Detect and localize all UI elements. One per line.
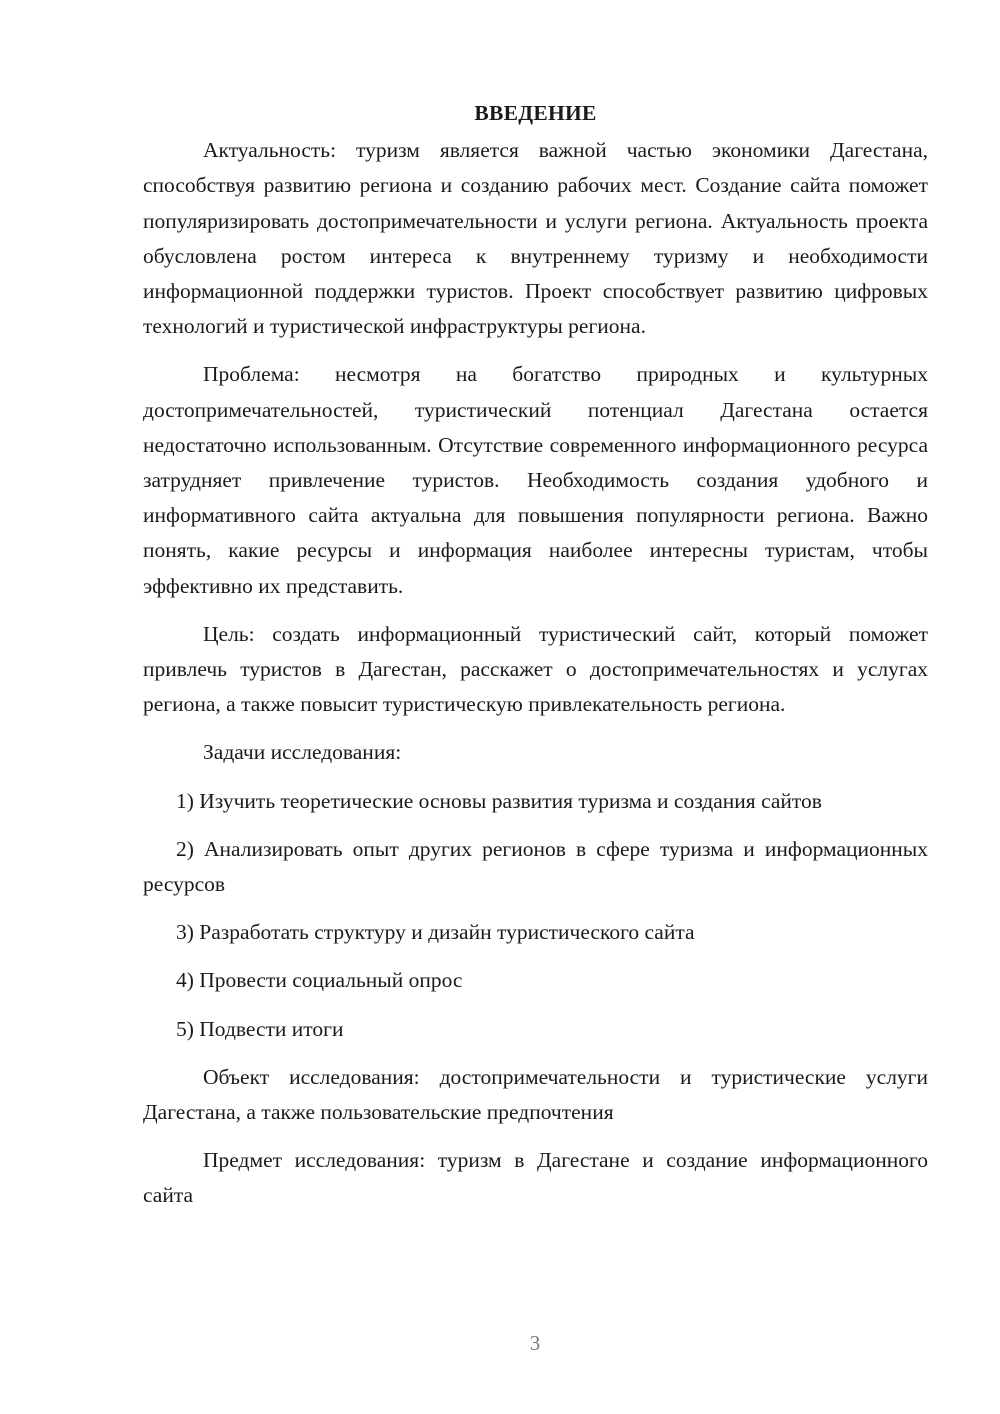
subject-paragraph: Предмет исследования: туризм в Дагестане и создание информационного сайта — [143, 1148, 928, 1208]
section-title: ВВЕДЕНИЕ — [474, 101, 597, 125]
task-item-1: 1) Изучить теоретические основы развития туризма и создания сайтов — [176, 788, 822, 813]
relevance-paragraph: Актуальность: туризм является важной частью экономики Дагестана, способствуя развитию региона и созданию рабочих мест. Создание сайта поможет популяризировать достопримечательности и услуги региона. Актуальность проекта обусловлена ростом интереса к внутреннему туризму и необходимости информационной поддержки туристов. Проект способствует развитию цифровых технологий и туристической инфраструктуры региона. — [143, 138, 928, 339]
task-item-2: 2) Анализировать опыт других регионов в сфере туризма и информационных ресурсов — [143, 836, 928, 897]
object-paragraph: Объект исследования: достопримечательности и туристические услуги Дагестана, а также пользовательские предпочтения — [143, 1064, 928, 1125]
tasks-heading: Задачи исследования: — [203, 740, 402, 765]
goal-paragraph: Цель: создать информационный туристический сайт, который поможет привлечь туристов в Дагестан, расскажет о достопримечательностях и услугах региона, а также повысит туристическую привлекательность региона. — [143, 621, 928, 717]
page-number: 3 — [529, 1331, 541, 1355]
task-item-5: 5) Подвести итоги — [176, 1016, 344, 1041]
task-item-4: 4) Провести социальный опрос — [176, 968, 463, 993]
problem-paragraph: Проблема: несмотря на богатство природных и культурных достопримечательностей, туристический потенциал Дагестана остается недостаточно использованным. Отсутствие современного информационного ресурса затрудняет привлечение туристов. Необходимость создания удобного и информативного сайта актуальна для повышения популярности региона. Важно понять, какие ресурсы и информация наиболее интересны туристам, чтобы эффективно их представить. — [143, 362, 928, 598]
task-item-3: 3) Разработать структуру и дизайн туристического сайта — [176, 920, 695, 945]
document-page — [143, 96, 928, 1214]
